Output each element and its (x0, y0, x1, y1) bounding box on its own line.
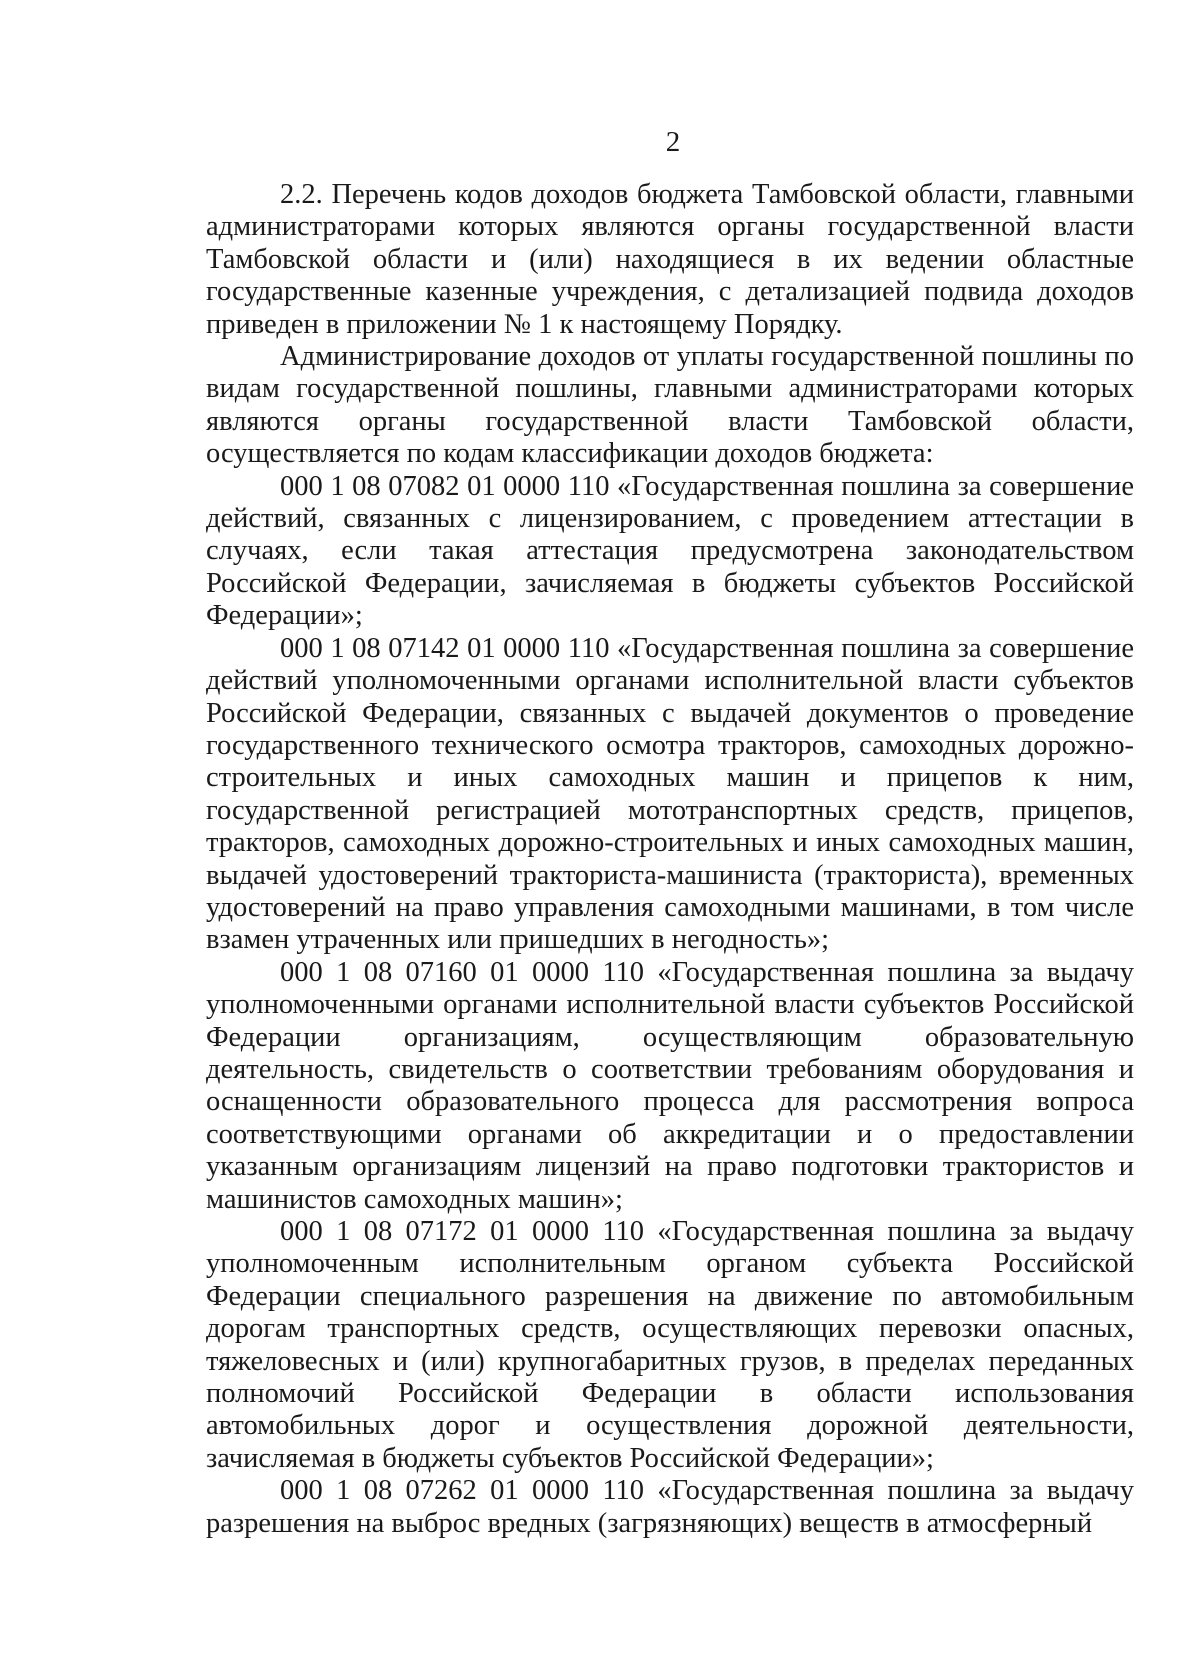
paragraph-code-07160: 000 1 08 07160 01 0000 110 «Государственная пошлина за выдачу уполномоченными органами исполнительной власти субъектов Российской Федерации организациям, осуществляющим образовательную деятельность, свидетельств о соответствии требованиям оборудования и оснащенности образовательного процесса для рассмотрения вопроса соответствующими органами об аккредитации и о предоставлении указанным организациям лицензий на право подготовки трактористов и машинистов самоходных машин»; (206, 956, 1134, 1215)
paragraph-state-duty-administration: Администрирование доходов от уплаты государственной пошлины по видам государственной пошлины, главными администраторами которых являются органы государственной власти Тамбовской области, осуществляется по кодам классификации доходов бюджета: (206, 341, 1134, 470)
paragraph-revenue-codes-list: 2.2. Перечень кодов доходов бюджета Тамбовской области, главными администраторами которых являются органы государственной власти Тамбовской области и (или) находящиеся в их ведении областные государственные казенные учреждения, с детализацией подвида доходов приведен в приложении № 1 к настоящему Порядку. (206, 179, 1134, 340)
page-number: 2 (665, 126, 681, 158)
paragraph-code-07082: 000 1 08 07082 01 0000 110 «Государственная пошлина за совершение действий, связанных с лицензированием, с проведением аттестации в случаях, если такая аттестация предусмотрена законодательством Российской Федерации, зачисляемая в бюджеты субъектов Российской Федерации»; (206, 470, 1134, 632)
paragraph-code-07172: 000 1 08 07172 01 0000 110 «Государственная пошлина за выдачу уполномоченным исполнительным органом субъекта Российской Федерации специального разрешения на движение по автомобильным дорогам транспортных средств, осуществляющих перевозки опасных, тяжеловесных и (или) крупногабаритных грузов, в пределах переданных полномочий Российской Федерации в области использования автомобильных дорог и осуществления дорожной деятельности, зачисляемая в бюджеты субъектов Российской Федерации»; (206, 1216, 1134, 1474)
paragraph-code-07142: 000 1 08 07142 01 0000 110 «Государственная пошлина за совершение действий уполномоченными органами исполнительной власти субъектов Российской Федерации, связанных с выдачей документов о проведение государственного технического осмотра тракторов, самоходных дорожно-строительных и иных самоходных машин и прицепов к ним, государственной регистрацией мототранспортных средств, прицепов, тракторов, самоходных дорожно-строительных и иных самоходных машин, выдачей удостоверений тракториста-машиниста (тракториста), временных удостоверений на право управления самоходными машинами, в том числе взамен утраченных или пришедших в негодность»; (206, 632, 1134, 956)
paragraph-code-07262: 000 1 08 07262 01 0000 110 «Государственная пошлина за выдачу разрешения на выброс вредных (загрязняющих) веществ в атмосферный (206, 1475, 1134, 1539)
document-body (206, 179, 1134, 1540)
